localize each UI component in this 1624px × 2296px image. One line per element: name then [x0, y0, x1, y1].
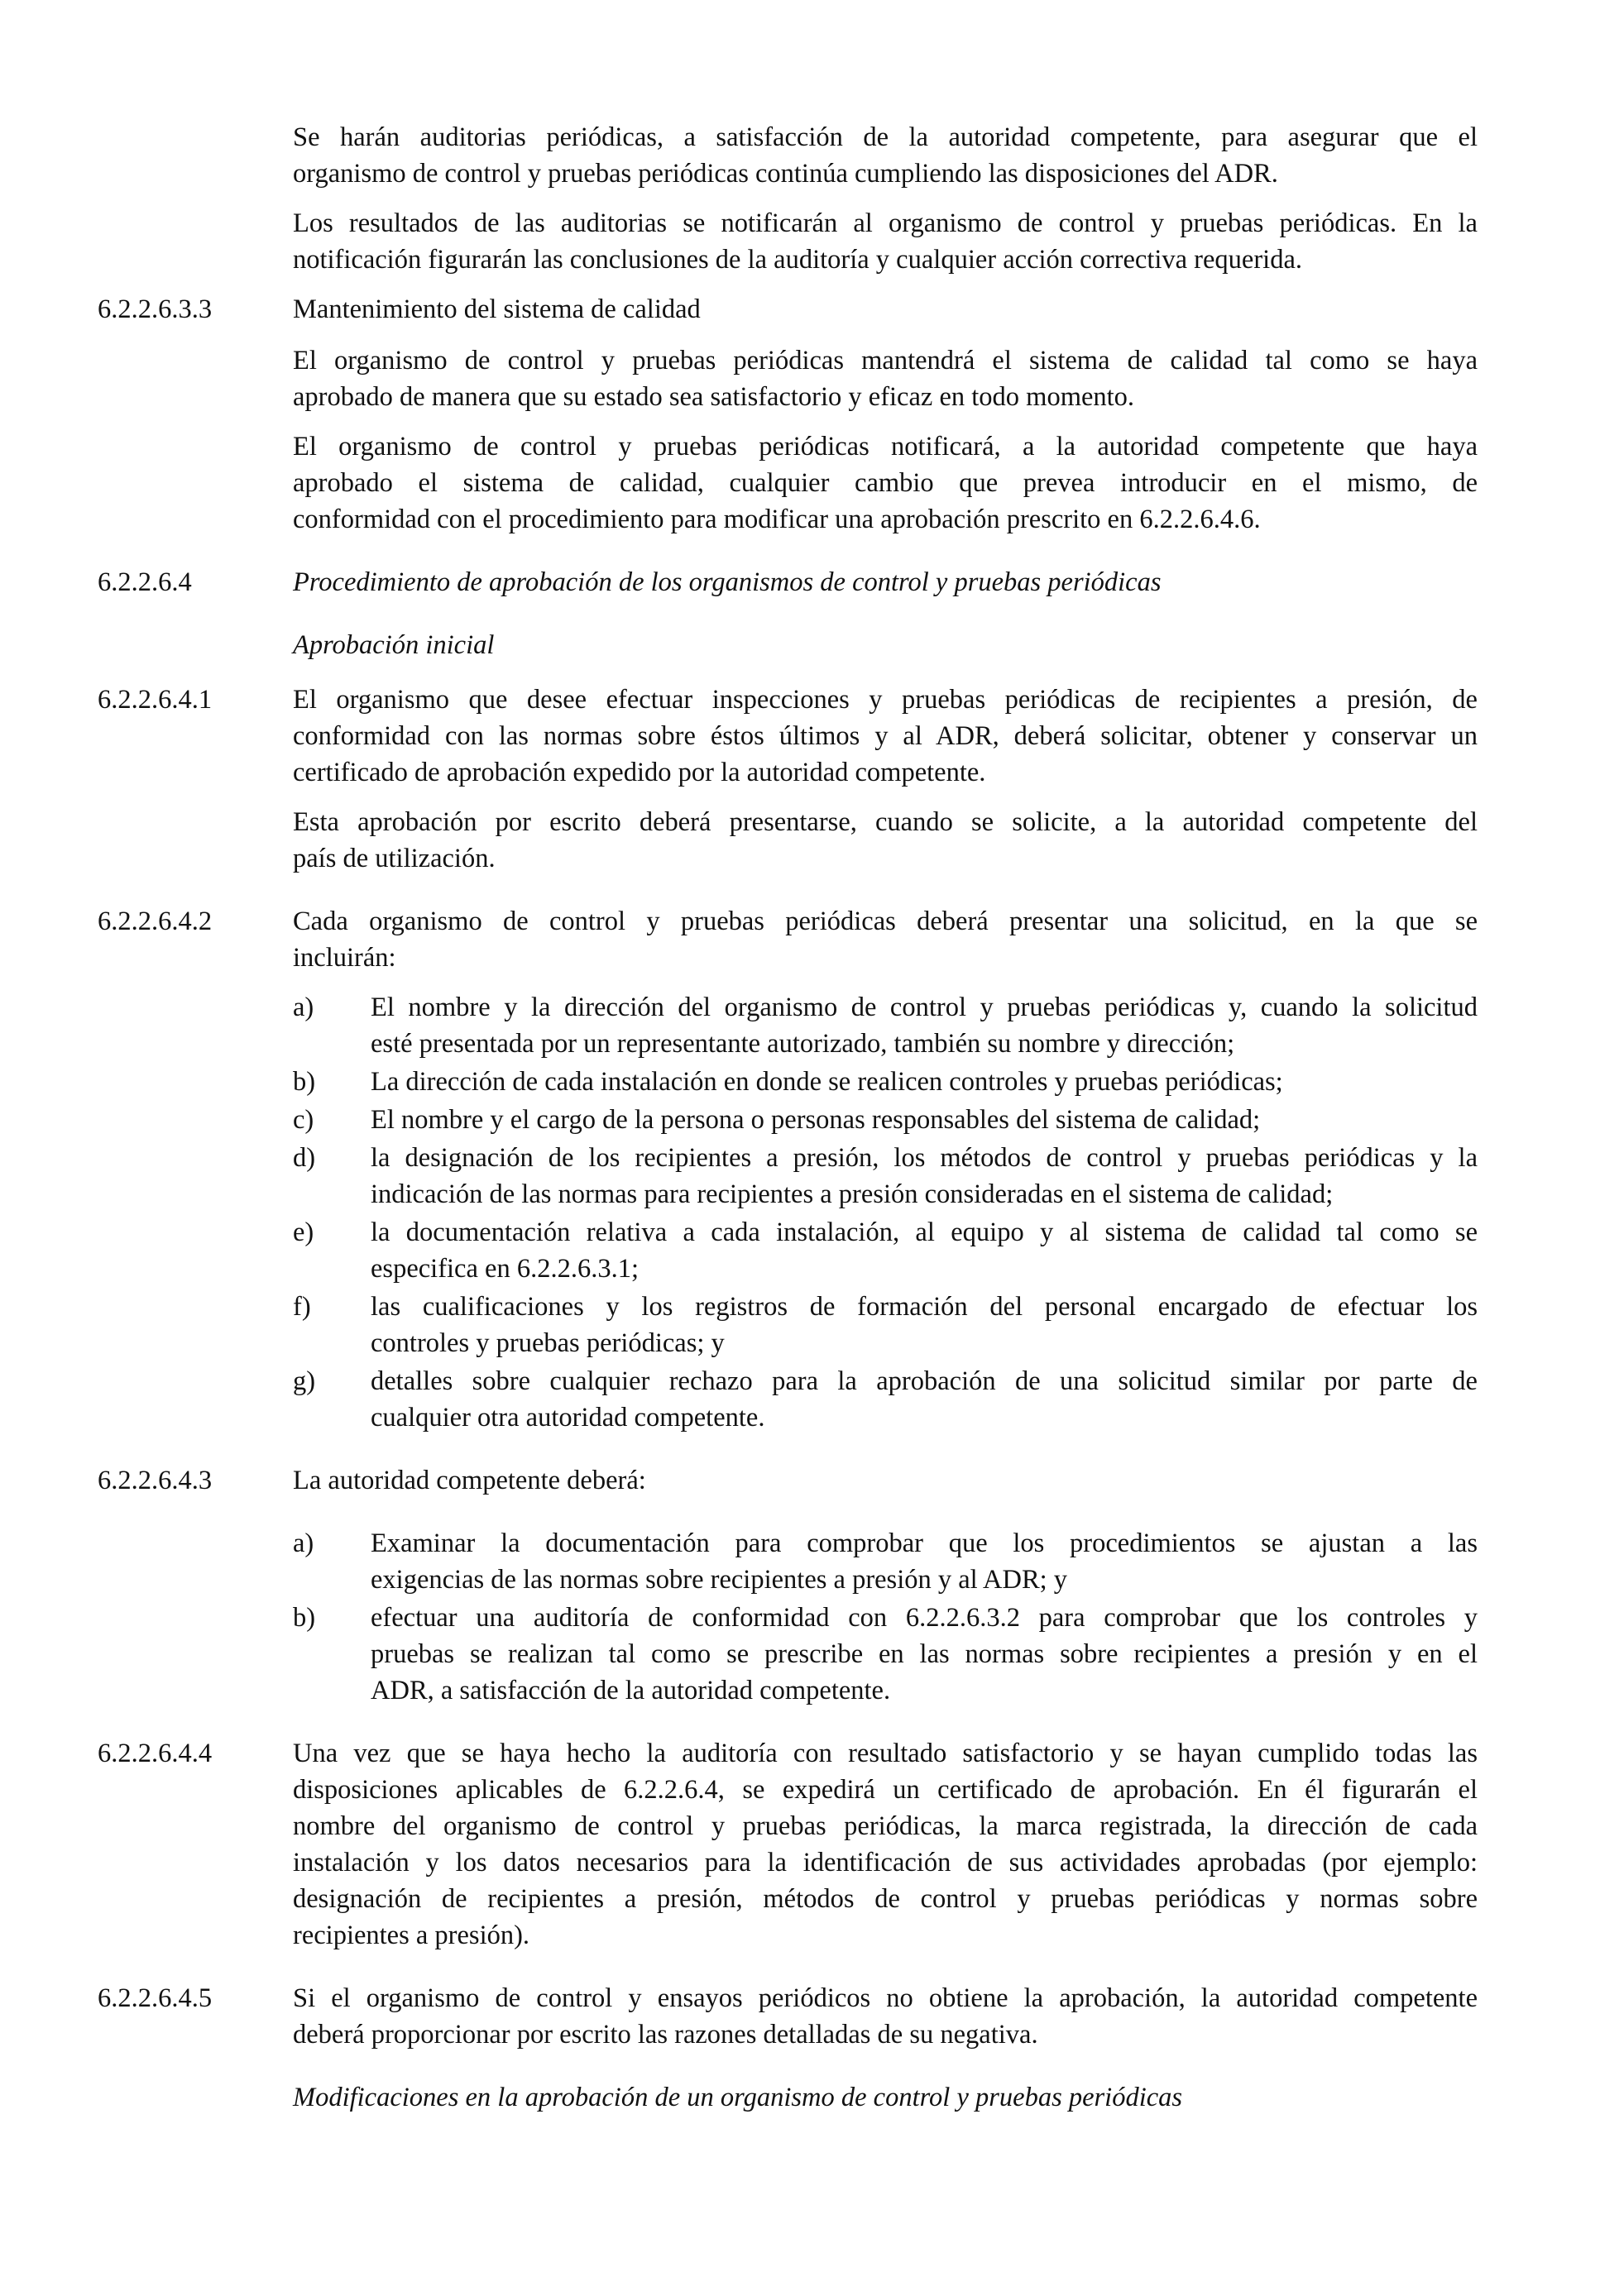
paragraph-line: organismo de control y pruebas periódicas continúa cumpliendo las disposiciones del ADR.: [293, 159, 1278, 189]
paragraph-line: Los resultados de las auditorias se notificarán al organismo de control y pruebas periódicas. En la: [293, 208, 1478, 238]
section-number: 6.2.2.6.4: [98, 567, 192, 597]
paragraph-line: Cada organismo de control y pruebas periódicas deberá presentar una solicitud, en la que se: [293, 906, 1478, 936]
paragraph-line: incluirán:: [293, 943, 396, 973]
paragraph-line: Se harán auditorias periódicas, a satisfacción de la autoridad competente, para asegurar que el: [293, 122, 1478, 152]
paragraph-line: Esta aprobación por escrito deberá presentarse, cuando se solicite, a la autoridad competente del: [293, 807, 1478, 837]
paragraph-line: Si el organismo de control y ensayos periódicos no obtiene la aprobación, la autoridad competente: [293, 1983, 1478, 2013]
subsection-heading: Aprobación inicial: [293, 630, 495, 660]
paragraph-line: Una vez que se haya hecho la auditoría con resultado satisfactorio y se hayan cumplido todas las: [293, 1739, 1478, 1768]
list-item-line: las cualificaciones y los registros de formación del personal encargado de efectuar los: [371, 1292, 1478, 1322]
section-number: 6.2.2.6.4.1: [98, 685, 213, 715]
list-item-label: a): [293, 993, 314, 1022]
list-item-label: g): [293, 1366, 316, 1396]
list-item-line: Examinar la documentación para comprobar que los procedimientos se ajustan a las: [371, 1528, 1478, 1558]
list-item-line: cualquier otra autoridad competente.: [371, 1403, 765, 1433]
paragraph-line: nombre del organismo de control y pruebas periódicas, la marca registrada, la dirección de cada: [293, 1811, 1478, 1841]
list-item-line: especifica en 6.2.2.6.3.1;: [371, 1254, 639, 1284]
list-item-line: ADR, a satisfacción de la autoridad competente.: [371, 1676, 891, 1705]
paragraph-line: disposiciones aplicables de 6.2.2.6.4, se expedirá un certificado de aprobación. En él figurarán el: [293, 1775, 1478, 1805]
list-item-line: El nombre y el cargo de la persona o personas responsables del sistema de calidad;: [371, 1105, 1261, 1135]
subsection-heading: Modificaciones en la aprobación de un organismo de control y pruebas periódicas: [293, 2083, 1183, 2112]
paragraph-line: aprobado de manera que su estado sea satisfactorio y eficaz en todo momento.: [293, 382, 1135, 412]
paragraph-line: designación de recipientes a presión, métodos de control y pruebas periódicas y normas sobre: [293, 1884, 1478, 1914]
paragraph-line: El organismo de control y pruebas periódicas notificará, a la autoridad competente que haya: [293, 432, 1478, 462]
paragraph-line: conformidad con el procedimiento para modificar una aprobación prescrito en 6.2.2.6.4.6.: [293, 505, 1261, 534]
section-number: 6.2.2.6.4.4: [98, 1739, 213, 1768]
paragraph-line: país de utilización.: [293, 844, 496, 873]
paragraph-line: aprobado el sistema de calidad, cualquier cambio que prevea introducir en el mismo, de: [293, 468, 1478, 498]
paragraph-line: conformidad con las normas sobre éstos últimos y al ADR, deberá solicitar, obtener y conservar un: [293, 721, 1478, 751]
section-heading: Procedimiento de aprobación de los organismos de control y pruebas periódicas: [293, 567, 1162, 597]
list-item-line: la documentación relativa a cada instalación, al equipo y al sistema de calidad tal como se: [371, 1217, 1478, 1247]
list-item-line: exigencias de las normas sobre recipientes a presión y al ADR; y: [371, 1565, 1068, 1595]
list-item-line: la designación de los recipientes a presión, los métodos de control y pruebas periódicas y la: [371, 1143, 1478, 1173]
paragraph-line: El organismo que desee efectuar inspecciones y pruebas periódicas de recipientes a presión, de: [293, 685, 1478, 715]
list-item-label: c): [293, 1105, 314, 1135]
list-item-label: d): [293, 1143, 316, 1173]
paragraph-line: deberá proporcionar por escrito las razones detalladas de su negativa.: [293, 2020, 1038, 2050]
paragraph-line: El organismo de control y pruebas periódicas mantendrá el sistema de calidad tal como se haya: [293, 346, 1478, 375]
list-item-line: pruebas se realizan tal como se prescribe en las normas sobre recipientes a presión y en el: [371, 1639, 1478, 1669]
paragraph-line: notificación figurarán las conclusiones de la auditoría y cualquier acción correctiva requerida.: [293, 245, 1303, 275]
list-item-line: controles y pruebas periódicas; y: [371, 1328, 725, 1358]
list-item-line: El nombre y la dirección del organismo de control y pruebas periódicas y, cuando la solicitud: [371, 993, 1478, 1022]
section-heading: Mantenimiento del sistema de calidad: [293, 294, 701, 324]
paragraph-line: recipientes a presión).: [293, 1921, 530, 1950]
list-item-line: esté presentada por un representante autorizado, también su nombre y dirección;: [371, 1029, 1235, 1059]
paragraph-line: La autoridad competente deberá:: [293, 1466, 646, 1495]
section-number: 6.2.2.6.4.5: [98, 1983, 213, 2013]
list-item-label: b): [293, 1603, 316, 1633]
list-item-line: detalles sobre cualquier rechazo para la aprobación de una solicitud similar por parte de: [371, 1366, 1478, 1396]
section-number: 6.2.2.6.3.3: [98, 294, 213, 324]
list-item-label: f): [293, 1292, 311, 1322]
list-item-label: e): [293, 1217, 314, 1247]
list-item-line: indicación de las normas para recipientes a presión consideradas en el sistema de calidad;: [371, 1179, 1334, 1209]
section-number: 6.2.2.6.4.2: [98, 906, 213, 936]
list-item-line: La dirección de cada instalación en donde se realicen controles y pruebas periódicas;: [371, 1067, 1283, 1097]
list-item-label: b): [293, 1067, 316, 1097]
list-item-label: a): [293, 1528, 314, 1558]
paragraph-line: instalación y los datos necesarios para la identificación de sus actividades aprobadas (por ejemplo:: [293, 1848, 1478, 1877]
list-item-line: efectuar una auditoría de conformidad con 6.2.2.6.3.2 para comprobar que los controles y: [371, 1603, 1478, 1633]
paragraph-line: certificado de aprobación expedido por la autoridad competente.: [293, 758, 986, 787]
section-number: 6.2.2.6.4.3: [98, 1466, 213, 1495]
